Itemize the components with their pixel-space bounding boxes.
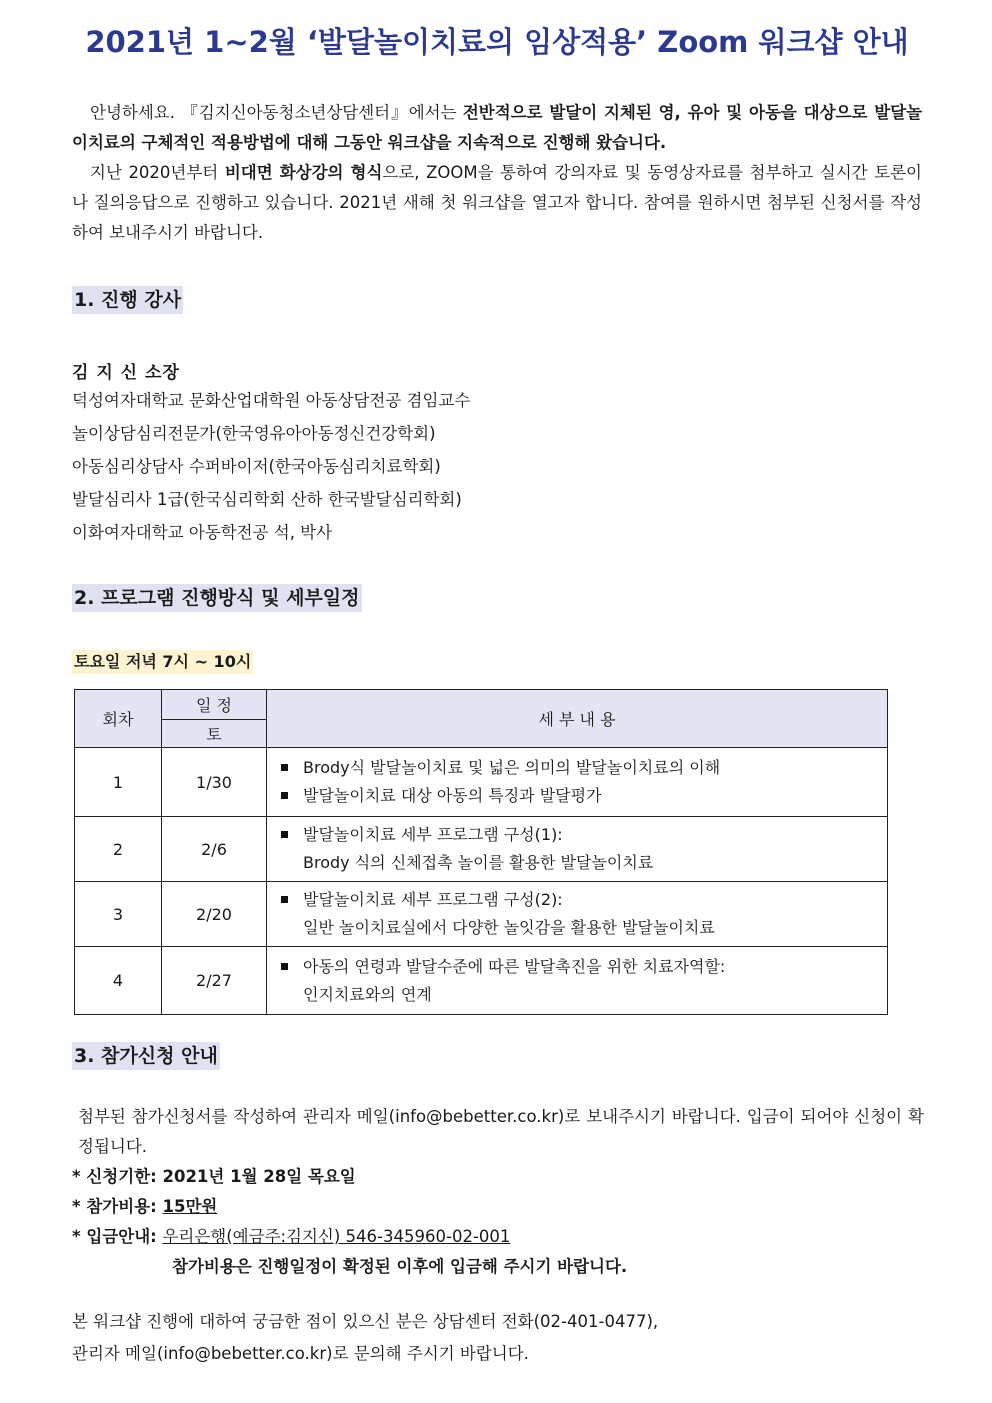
intro-paragraph-1 <box>72 98 922 158</box>
schedule-label: 토요일 저녁 7시 ~ 10시 <box>72 650 253 674</box>
intro-text <box>72 98 922 248</box>
detail-list <box>277 821 877 849</box>
closing-text <box>72 1306 658 1370</box>
application-paragraph: 첨부된 참가신청서를 작성하여 관리자 메일(info@bebetter.co.kr)로 보내주시기 바랍니다. 입금이 되어야 신청이 확정됩니다. <box>78 1107 924 1156</box>
session-cell: 1 <box>75 748 162 817</box>
table-row <box>75 817 888 882</box>
instructor-name: 김 지 신 소장 <box>72 363 180 383</box>
closing-line-1: 본 워크샵 진행에 대하여 궁금한 점이 있으신 분은 상담센터 전화(02-401-0477), <box>72 1312 659 1331</box>
intro-p2-bold: 비대면 화상강의 형식 <box>224 163 383 182</box>
bio-item: 이화여자대학교 아동학전공 석, 박사 <box>72 523 333 542</box>
date-cell: 2/20 <box>162 882 267 947</box>
deposit-note: 참가비용은 진행일정이 확정된 이후에 입금해 주시기 바랍니다. <box>172 1257 628 1276</box>
detail-bullet: 발달놀이치료 세부 프로그램 구성(2): <box>277 886 877 914</box>
detail-bullet: 발달놀이치료 대상 아동의 특징과 발달평가 <box>277 782 877 810</box>
fee-label: * 참가비용: <box>72 1197 163 1216</box>
detail-continuation: Brody 식의 신체접촉 놀이를 활용한 발달놀이치료 <box>303 853 654 872</box>
detail-cell <box>267 947 888 1015</box>
intro-p1-bold: 전반적으로 발달이 지체된 영, 유아 및 아동을 대상으로 발달놀이치료의 구체적인 적용방법에 대해 그동안 워크샵을 지속적으로 진행해 왔습니다. <box>72 103 923 152</box>
application-facts <box>72 1162 627 1282</box>
table-row <box>75 947 888 1015</box>
instructor-bio <box>72 384 470 549</box>
deposit-row <box>72 1222 627 1252</box>
section-3-heading: 3. 참가신청 안내 <box>72 1042 220 1070</box>
bio-item: 덕성여자대학교 문화산업대학원 아동상담전공 겸임교수 <box>72 391 471 410</box>
col-date-subheader: 토 <box>162 720 267 748</box>
fee-row <box>72 1192 627 1222</box>
section-2-heading: 2. 프로그램 진행방식 및 세부일정 <box>72 584 362 612</box>
date-cell: 2/6 <box>162 817 267 882</box>
session-cell: 4 <box>75 947 162 1015</box>
detail-continuation: 인지치료와의 연계 <box>303 984 432 1004</box>
table-header-row <box>75 690 888 720</box>
fee-value: 15만원 <box>162 1197 218 1216</box>
detail-list <box>277 754 877 810</box>
bio-item: 아동심리상담사 수퍼바이저(한국아동심리치료학회) <box>72 457 441 476</box>
detail-cell <box>267 817 888 882</box>
detail-bullet: 발달놀이치료 세부 프로그램 구성(1): <box>277 821 877 849</box>
detail-list <box>277 886 877 914</box>
session-cell: 2 <box>75 817 162 882</box>
col-session-header: 회차 <box>75 690 162 748</box>
bio-item: 발달심리사 1급(한국심리학회 산하 한국발달심리학회) <box>72 490 462 509</box>
date-cell: 1/30 <box>162 748 267 817</box>
page-title: 2021년 1~2월 ‘발달놀이치료의 임상적용’ Zoom 워크샵 안내 <box>85 25 909 59</box>
detail-list <box>277 953 877 981</box>
detail-cell <box>267 748 888 817</box>
detail-cell <box>267 882 888 947</box>
program-table <box>74 689 888 1015</box>
section-1-heading: 1. 진행 강사 <box>72 286 183 314</box>
detail-continuation: 일반 놀이치료실에서 다양한 놀잇감을 활용한 발달놀이치료 <box>303 918 715 937</box>
deadline-row <box>72 1162 627 1192</box>
detail-bullet: Brody식 발달놀이치료 및 넓은 의미의 발달놀이치료의 이해 <box>277 754 877 782</box>
table-row <box>75 882 888 947</box>
deposit-value: 우리은행(예금주:김지신) 546-345960-02-001 <box>162 1227 511 1246</box>
application-text <box>78 1102 924 1162</box>
deadline-label: * 신청기한: <box>72 1167 163 1186</box>
intro-paragraph-2 <box>72 158 922 248</box>
col-detail-header: 세 부 내 용 <box>267 690 888 748</box>
deposit-label: * 입금안내: <box>72 1227 163 1246</box>
intro-p1-plain: 안녕하세요. 『김지신아동청소년상담센터』에서는 <box>90 103 463 122</box>
deadline-value: 2021년 1월 28일 목요일 <box>162 1167 356 1186</box>
table-row <box>75 748 888 817</box>
closing-line-2: 관리자 메일(info@bebetter.co.kr)로 문의해 주시기 바랍니다. <box>72 1344 529 1363</box>
bio-item: 놀이상담심리전문가(한국영유아아동정신건강학회) <box>72 424 436 443</box>
detail-bullet: 아동의 연령과 발달수준에 따른 발달촉진을 위한 치료자역할: <box>277 953 877 981</box>
date-cell: 2/27 <box>162 947 267 1015</box>
col-date-header: 일 정 <box>162 690 267 720</box>
intro-p2-rest: 으로, ZOOM을 통하여 강의자료 및 동영상자료를 첨부하고 실시간 토론이나 질의응답으로 진행하고 있습니다. 2021년 새해 첫 워크샵을 열고자 합니다. 참여를 원하시면 첨부된 신청서를 작성하여 보내주시기 바랍니다. <box>72 163 922 242</box>
intro-p2-plain: 지난 2020년부터 <box>90 163 225 182</box>
session-cell: 3 <box>75 882 162 947</box>
